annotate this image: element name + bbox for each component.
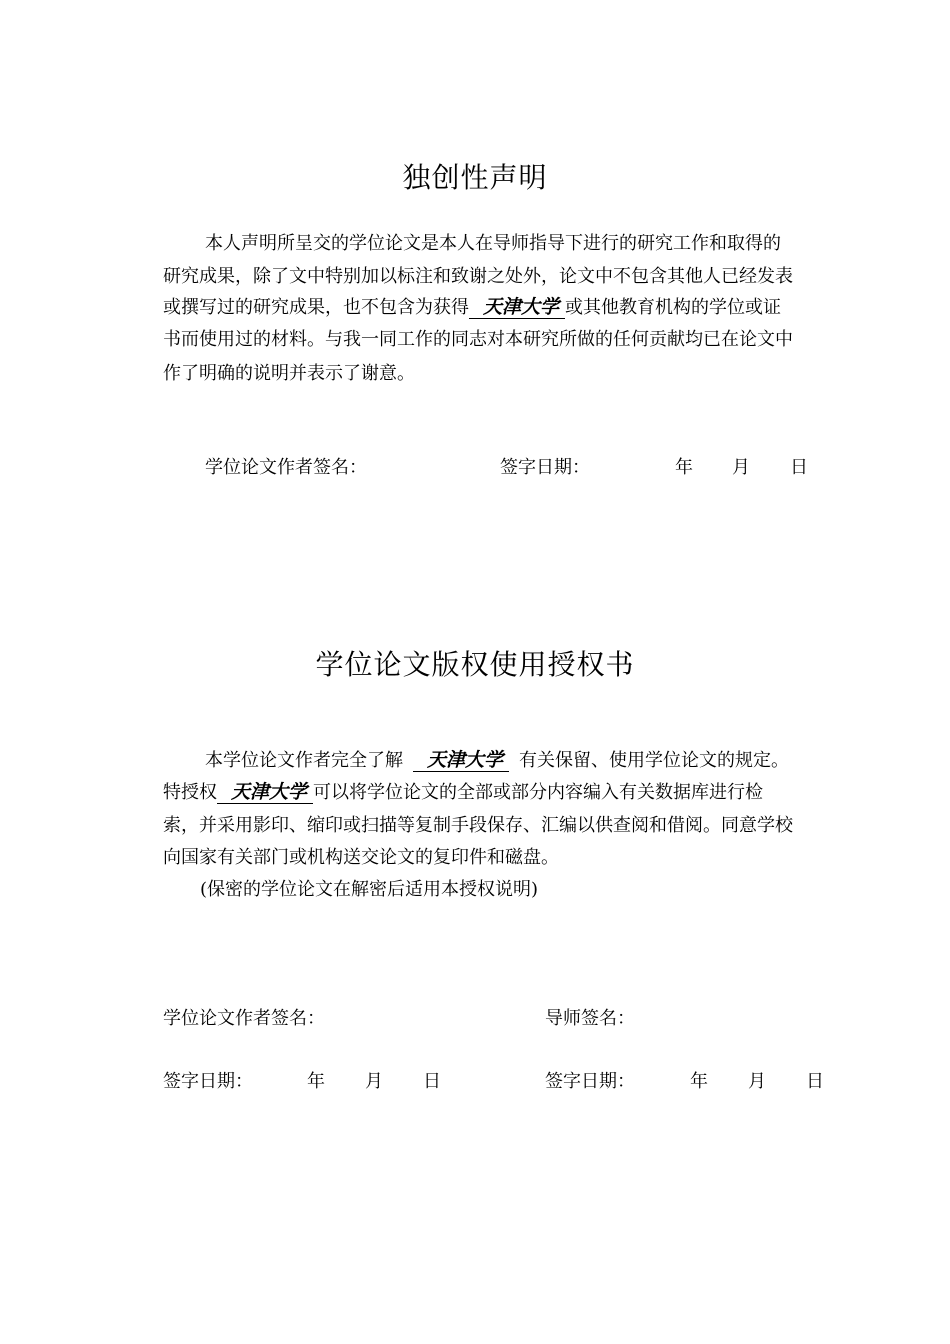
declaration-title: 独创性声明 [402, 161, 548, 194]
authorization-title: 学位论文版权使用授权书 [315, 648, 635, 681]
university-name: 天津大学 [469, 296, 565, 319]
authorization-author-day-label: 日 [423, 1071, 441, 1092]
authorization-author-sign-label: 学位论文作者签名： [163, 1008, 325, 1029]
declaration-year-label: 年 [675, 457, 693, 478]
declaration-line-1: 本人声明所呈交的学位论文是本人在导师指导下进行的研究工作和取得的 [205, 233, 781, 254]
authorization-author-month-label: 月 [365, 1071, 383, 1092]
authorization-author-year-label: 年 [307, 1071, 325, 1092]
authorization-line-1-pre: 本学位论文作者完全了解 [205, 750, 403, 771]
declaration-author-sign-label: 学位论文作者签名： [205, 457, 367, 478]
declaration-line-4: 书而使用过的材料。与我一同工作的同志对本研究所做的任何贡献均已在论文中 [163, 329, 793, 350]
authorization-advisor-sign-label: 导师签名： [545, 1008, 635, 1029]
authorization-advisor-year-label: 年 [690, 1071, 708, 1092]
declaration-line-5: 作了明确的说明并表示了谢意。 [163, 363, 415, 384]
authorization-line-2 [163, 781, 763, 805]
university-name: 天津大学 [217, 781, 313, 804]
authorization-advisor-month-label: 月 [748, 1071, 766, 1092]
declaration-date-label: 签字日期： [500, 457, 590, 478]
university-name: 天津大学 [413, 749, 509, 772]
authorization-advisor-day-label: 日 [806, 1071, 824, 1092]
authorization-advisor-date-label: 签字日期： [545, 1071, 635, 1092]
declaration-line-3-post: 或其他教育机构的学位或证 [565, 297, 782, 318]
authorization-line-3: 索，并采用影印、缩印或扫描等复制手段保存、汇编以供查阅和借阅。同意学校 [163, 815, 793, 836]
authorization-line-2-pre: 特授权 [163, 782, 217, 803]
authorization-author-date-label: 签字日期： [163, 1071, 253, 1092]
authorization-line-4: 向国家有关部门或机构送交论文的复印件和磁盘。 [163, 847, 559, 868]
authorization-line-1 [205, 749, 789, 773]
declaration-line-3 [163, 296, 781, 320]
declaration-month-label: 月 [732, 457, 750, 478]
declaration-line-3-pre: 或撰写过的研究成果，也不包含为获得 [163, 297, 469, 318]
authorization-line-1-post: 有关保留、使用学位论文的规定。 [519, 750, 790, 771]
declaration-line-2: 研究成果，除了文中特别加以标注和致谢之处外，论文中不包含其他人已经发表 [163, 266, 793, 287]
authorization-line-2-post: 可以将学位论文的全部或部分内容编入有关数据库进行检 [313, 782, 764, 803]
authorization-note: (保密的学位论文在解密后适用本授权说明) [200, 879, 539, 900]
declaration-day-label: 日 [790, 457, 808, 478]
